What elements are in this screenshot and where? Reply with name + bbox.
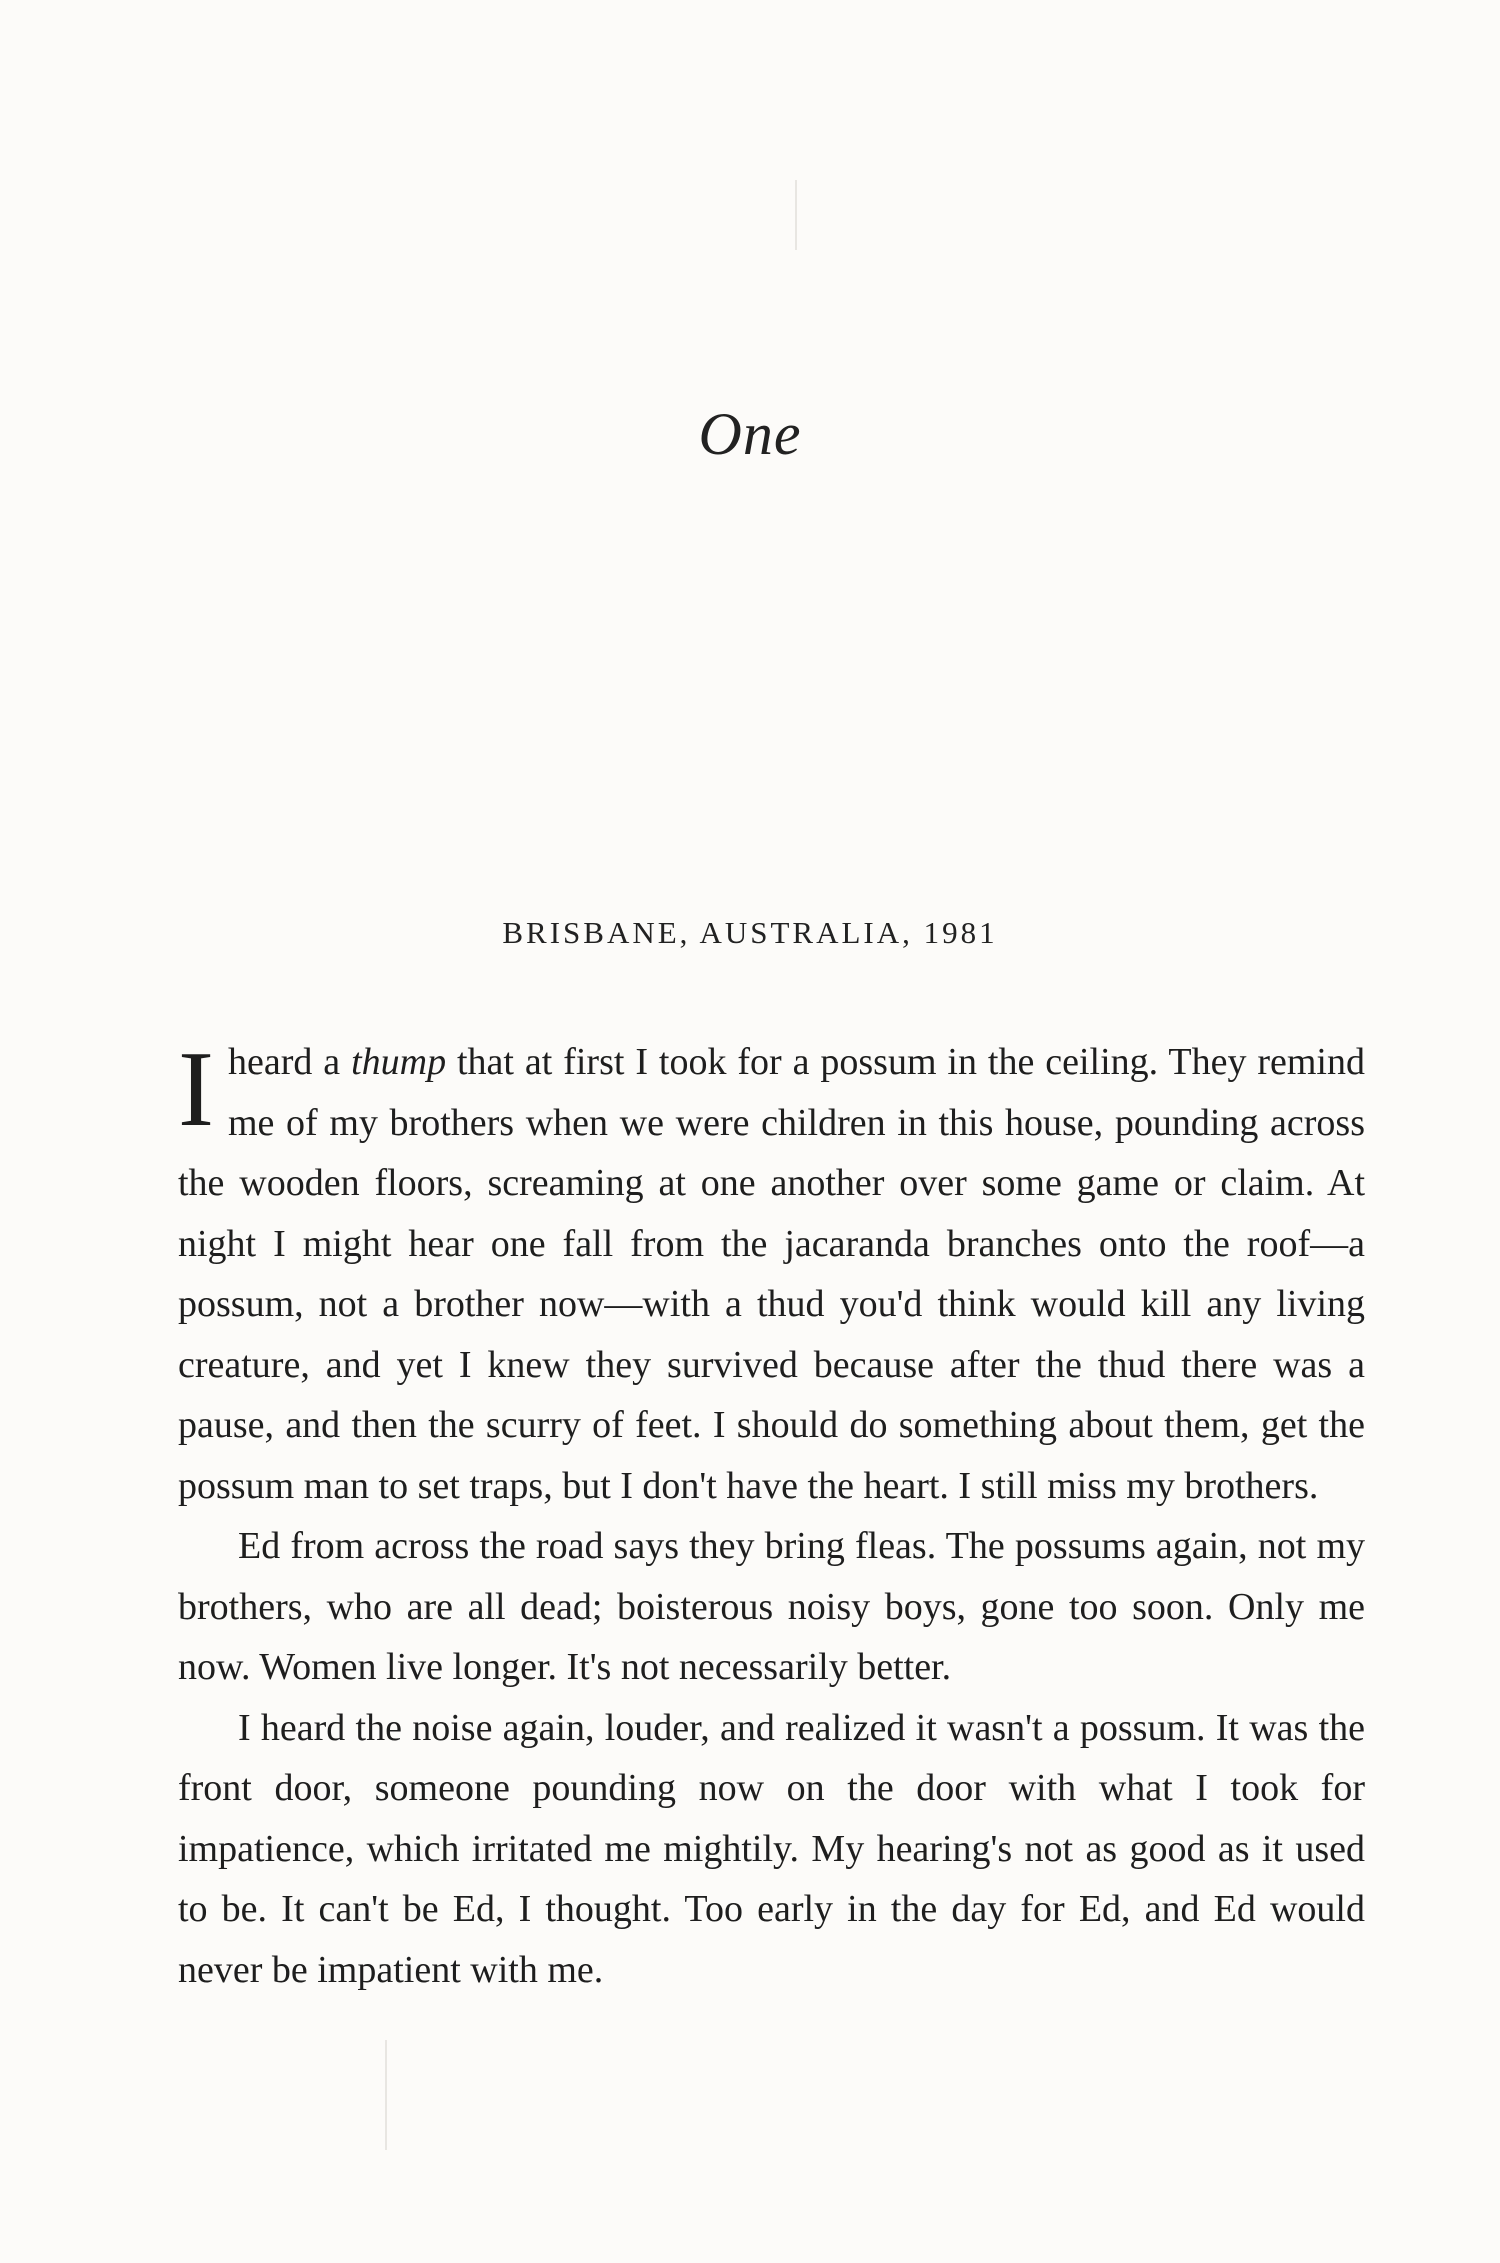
scan-artifact-line [795, 180, 797, 250]
paragraph-1 [178, 1032, 1365, 1516]
chapter-location-heading: BRISBANE, AUSTRALIA, 1981 [502, 915, 998, 950]
paragraph-1-opening: Iheard a [178, 1030, 352, 1149]
paragraph-1-continuation: that at first I took for a possum in the ceiling. They remind me of my brothers when we were children in this house, pounding across the wooden floors, screaming at one another over some game or claim. At night I might hear one fall from the jacaranda branches onto the roof—a possum, not a brother now—with a thud you'd think would kill any living creature, and yet I knew they survived because after the thud there was a pause, and then the scurry of feet. I should do something about them, get the possum man to set traps, but I don't have the heart. I still miss my brothers. [178, 1041, 1365, 1507]
paragraph-2: Ed from across the road says they bring fleas. The possums again, not my brothers, who are all dead; boisterous noisy boys, gone too soon. Only me now. Women live longer. It's not necessarily better. [178, 1525, 1365, 1688]
chapter-body [178, 1032, 1365, 2000]
paragraph-1-emphasis: thump [351, 1041, 447, 1083]
chapter-title: One [698, 401, 802, 467]
scan-artifact-line [385, 2040, 387, 2150]
paragraph-3: I heard the noise again, louder, and realized it wasn't a possum. It was the front door, someone pounding now on the door with what I took for impatience, which irritated me mightily. My hearing's not as good as it used to be. It can't be Ed, I thought. Too early in the day for Ed, and Ed would never be impatient with me. [178, 1706, 1365, 1991]
